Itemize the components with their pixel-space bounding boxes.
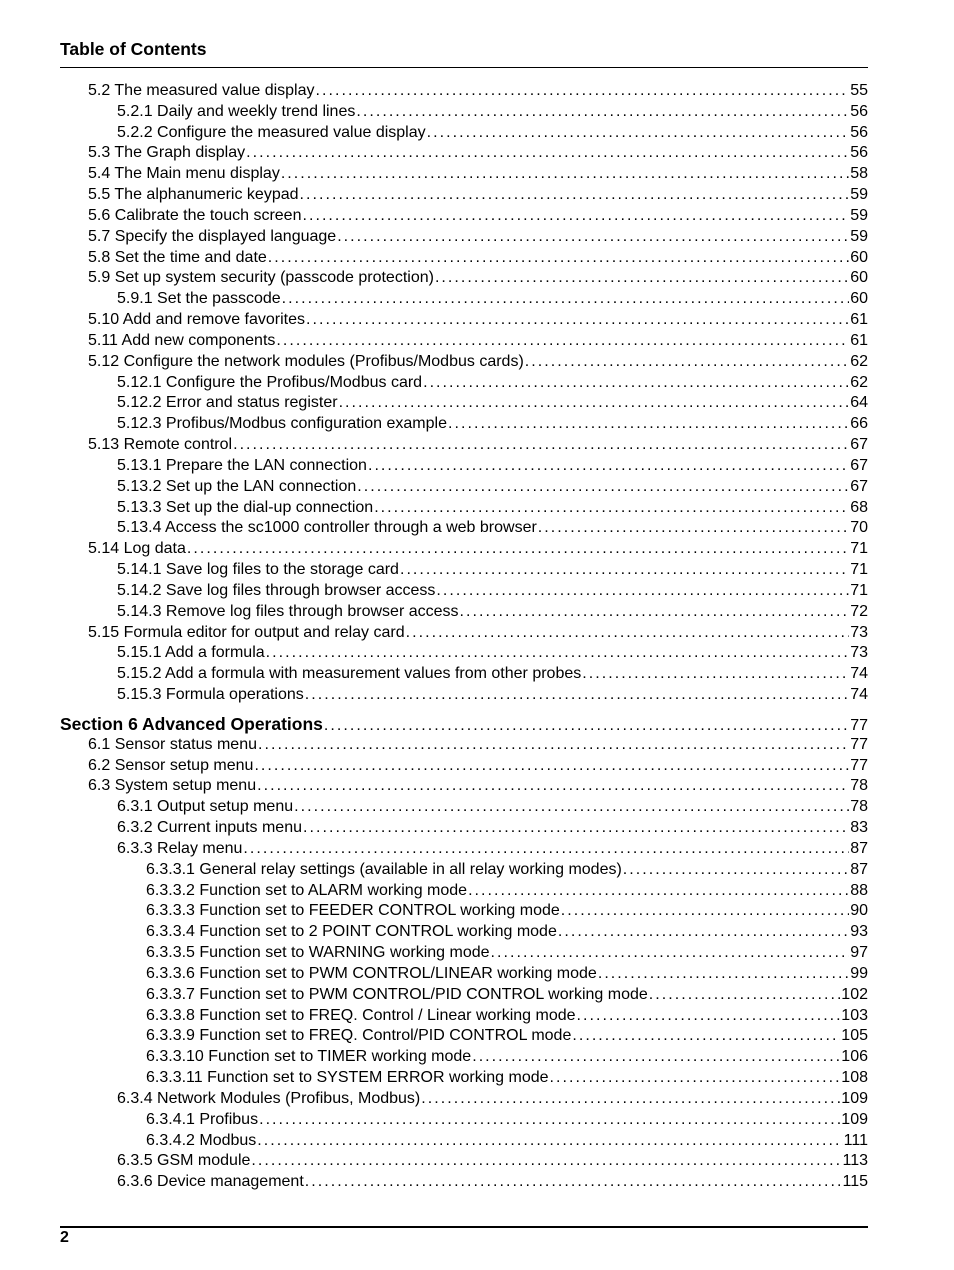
toc-page-number: 109 bbox=[841, 1090, 868, 1107]
toc-entry[interactable] bbox=[88, 164, 868, 184]
dot-leader bbox=[356, 102, 849, 122]
toc-entry[interactable] bbox=[88, 756, 868, 776]
toc-page-number: 56 bbox=[850, 103, 868, 120]
dot-leader bbox=[406, 623, 850, 643]
toc-entry[interactable] bbox=[117, 818, 868, 838]
dot-leader bbox=[233, 435, 849, 455]
toc-entry[interactable] bbox=[88, 227, 868, 247]
toc-page-number: 61 bbox=[850, 332, 868, 349]
toc-page-number: 83 bbox=[850, 819, 868, 836]
dot-leader bbox=[558, 922, 849, 942]
toc-entry[interactable] bbox=[117, 797, 868, 817]
toc-page-number: 74 bbox=[850, 665, 868, 682]
toc-entry[interactable] bbox=[88, 185, 868, 205]
toc-entry[interactable] bbox=[117, 518, 868, 538]
toc-entry[interactable] bbox=[117, 560, 868, 580]
dot-leader bbox=[266, 643, 850, 663]
toc-entry[interactable] bbox=[117, 643, 868, 663]
toc-entry-label: 5.8 Set the time and date bbox=[88, 249, 267, 266]
dot-leader bbox=[316, 81, 850, 101]
toc-entry[interactable] bbox=[146, 1006, 868, 1026]
toc-entry[interactable] bbox=[117, 664, 868, 684]
toc-page-number: 67 bbox=[850, 436, 868, 453]
dot-leader bbox=[427, 123, 850, 143]
dot-leader bbox=[582, 664, 849, 684]
toc-entry[interactable] bbox=[117, 414, 868, 434]
toc-entry-label: 6.3.3.5 Function set to WARNING working mode bbox=[146, 944, 490, 961]
dot-leader bbox=[448, 414, 849, 434]
toc-page-number: 66 bbox=[850, 415, 868, 432]
toc-entry-label: 6.3.4.2 Modbus bbox=[146, 1132, 257, 1149]
toc-entry-label: 5.12.2 Error and status register bbox=[117, 394, 338, 411]
toc-page-number: 88 bbox=[850, 882, 868, 899]
toc-entry[interactable] bbox=[88, 248, 868, 268]
toc-page-number: 59 bbox=[850, 186, 868, 203]
toc-page-number: 61 bbox=[850, 311, 868, 328]
toc-entry-label: 5.7 Specify the displayed language bbox=[88, 228, 337, 245]
toc-entry[interactable] bbox=[117, 393, 868, 413]
toc-entry-label: 5.13.2 Set up the LAN connection bbox=[117, 478, 357, 495]
toc-page-number: 56 bbox=[850, 144, 868, 161]
toc-page-number: 77 bbox=[850, 757, 868, 774]
dot-leader bbox=[400, 560, 849, 580]
page-header-title: Table of Contents bbox=[60, 39, 207, 59]
dot-leader bbox=[305, 1172, 842, 1192]
toc-entry-label: 6.3.3.8 Function set to FREQ. Control / Linear working mode bbox=[146, 1007, 576, 1024]
toc-entry-label: 5.6 Calibrate the touch screen bbox=[88, 207, 302, 224]
toc-entry[interactable] bbox=[117, 498, 868, 518]
toc-entry[interactable] bbox=[117, 456, 868, 476]
dot-leader bbox=[550, 1068, 841, 1088]
toc-entry[interactable] bbox=[146, 1110, 868, 1130]
toc-page-number: 105 bbox=[841, 1027, 868, 1044]
toc-page-number: 72 bbox=[850, 603, 868, 620]
dot-leader bbox=[598, 964, 849, 984]
toc-entry[interactable] bbox=[117, 1089, 868, 1109]
dot-leader bbox=[374, 498, 849, 518]
toc-entry-label: 5.9 Set up system security (passcode protection) bbox=[88, 269, 434, 286]
toc-page-number: 68 bbox=[850, 499, 868, 516]
toc-entry-label: 5.15 Formula editor for output and relay card bbox=[88, 624, 405, 641]
dot-leader bbox=[623, 860, 849, 880]
dot-leader bbox=[577, 1006, 841, 1026]
header-rule bbox=[60, 67, 868, 68]
dot-leader bbox=[259, 1110, 840, 1130]
toc-page-number: 64 bbox=[850, 394, 868, 411]
toc-page-number: 87 bbox=[850, 861, 868, 878]
toc-entry-label: 6.3.4.1 Profibus bbox=[146, 1111, 259, 1128]
toc-entry-label: 5.13.4 Access the sc1000 controller through a web browser bbox=[117, 519, 537, 536]
toc-entry[interactable] bbox=[88, 81, 868, 101]
toc-entry[interactable] bbox=[146, 985, 868, 1005]
toc-entry-label: Section 6 Advanced Operations bbox=[60, 714, 323, 734]
toc-entry[interactable] bbox=[117, 373, 868, 393]
toc-entry-label: 5.13 Remote control bbox=[88, 436, 233, 453]
toc-page-number: 103 bbox=[841, 1007, 868, 1024]
page-number: 2 bbox=[60, 1229, 69, 1246]
toc-entry[interactable] bbox=[117, 477, 868, 497]
dot-leader bbox=[187, 539, 849, 559]
toc-page-number: 67 bbox=[850, 457, 868, 474]
toc-entry-label: 5.2.2 Configure the measured value display bbox=[117, 124, 426, 141]
dot-leader bbox=[472, 1047, 840, 1067]
toc-page-number: 62 bbox=[850, 374, 868, 391]
toc-entry[interactable] bbox=[117, 602, 868, 622]
toc-page-number: 109 bbox=[841, 1111, 868, 1128]
toc-entry-label: 5.3 The Graph display bbox=[88, 144, 246, 161]
toc-entry-label: 6.3.5 GSM module bbox=[117, 1152, 251, 1169]
dot-leader bbox=[258, 735, 849, 755]
dot-leader bbox=[254, 756, 849, 776]
toc-entry-label: 5.14.1 Save log files to the storage card bbox=[117, 561, 399, 578]
toc-entry[interactable] bbox=[117, 685, 868, 705]
toc-page-number: 87 bbox=[850, 840, 868, 857]
dot-leader bbox=[491, 943, 850, 963]
toc-entry-label: 6.1 Sensor status menu bbox=[88, 736, 257, 753]
toc-page-number: 113 bbox=[842, 1152, 868, 1169]
toc-page-number: 55 bbox=[850, 82, 868, 99]
dot-leader bbox=[300, 185, 850, 205]
dot-leader bbox=[423, 373, 849, 393]
toc-entry-label: 5.2.1 Daily and weekly trend lines bbox=[117, 103, 356, 120]
toc-entry-label: 6.3.3.2 Function set to ALARM working mode bbox=[146, 882, 468, 899]
toc-entry[interactable] bbox=[117, 1151, 868, 1171]
dot-leader bbox=[525, 352, 849, 372]
toc-page-number: 93 bbox=[850, 923, 868, 940]
toc-page-number: 71 bbox=[850, 582, 868, 599]
toc-page-number: 67 bbox=[850, 478, 868, 495]
toc-entry[interactable] bbox=[88, 206, 868, 226]
toc-entry-label: 6.3.3.6 Function set to PWM CONTROL/LINEAR working mode bbox=[146, 965, 597, 982]
toc-page-number: 60 bbox=[850, 269, 868, 286]
toc-entry[interactable] bbox=[146, 964, 868, 984]
toc-entry-label: 5.14.3 Remove log files through browser access bbox=[117, 603, 459, 620]
dot-leader bbox=[294, 797, 849, 817]
dot-leader bbox=[302, 206, 849, 226]
toc-entry[interactable] bbox=[117, 1172, 868, 1192]
toc-page-number: 59 bbox=[850, 207, 868, 224]
toc-page-number: 56 bbox=[850, 124, 868, 141]
toc-page-number: 106 bbox=[841, 1048, 868, 1065]
toc-page-number: 73 bbox=[850, 624, 868, 641]
toc-entry-label: 6.3.3.10 Function set to TIMER working mode bbox=[146, 1048, 472, 1065]
toc-entry-label: 5.2 The measured value display bbox=[88, 82, 315, 99]
toc-entry-label: 5.4 The Main menu display bbox=[88, 165, 280, 182]
toc-entry-label: 6.3 System setup menu bbox=[88, 777, 257, 794]
toc-page-number: 70 bbox=[850, 519, 868, 536]
toc-entry-label: 6.3.3.7 Function set to PWM CONTROL/PID CONTROL working mode bbox=[146, 986, 648, 1003]
toc-entry-label: 6.3.3 Relay menu bbox=[117, 840, 243, 857]
toc-entry-label: 5.12.3 Profibus/Modbus configuration example bbox=[117, 415, 447, 432]
dot-leader bbox=[257, 776, 849, 796]
dot-leader bbox=[246, 143, 849, 163]
toc-entry[interactable] bbox=[88, 143, 868, 163]
toc-entry[interactable] bbox=[88, 776, 868, 796]
toc-page-number: 108 bbox=[841, 1069, 868, 1086]
toc-entry[interactable] bbox=[117, 123, 868, 143]
dot-leader bbox=[649, 985, 841, 1005]
toc-entry[interactable] bbox=[146, 860, 868, 880]
toc-entry[interactable] bbox=[117, 581, 868, 601]
toc-entry[interactable] bbox=[146, 1026, 868, 1046]
toc-entry[interactable] bbox=[88, 435, 868, 455]
toc-entry[interactable] bbox=[146, 1047, 868, 1067]
toc-page-number: 71 bbox=[850, 561, 868, 578]
toc-entry[interactable] bbox=[117, 289, 868, 309]
dot-leader bbox=[257, 1131, 842, 1151]
toc-page-number: 71 bbox=[850, 540, 868, 557]
toc-entry-label: 6.3.2 Current inputs menu bbox=[117, 819, 302, 836]
toc-entry-label: 5.5 The alphanumeric keypad bbox=[88, 186, 299, 203]
dot-leader bbox=[436, 581, 849, 601]
dot-leader bbox=[251, 1151, 841, 1171]
toc-entry-label: 6.3.1 Output setup menu bbox=[117, 798, 294, 815]
dot-leader bbox=[538, 518, 849, 538]
toc-page-number: 97 bbox=[850, 944, 868, 961]
toc-entry-label: 6.3.3.3 Function set to FEEDER CONTROL working mode bbox=[146, 902, 560, 919]
toc-entry[interactable] bbox=[146, 1131, 868, 1151]
toc-entry[interactable] bbox=[146, 922, 868, 942]
dot-leader bbox=[421, 1089, 840, 1109]
toc-entry[interactable] bbox=[146, 881, 868, 901]
toc-section-heading[interactable] bbox=[60, 714, 868, 734]
toc-entry-label: 5.12.1 Configure the Profibus/Modbus card bbox=[117, 374, 423, 391]
toc-entry-label: 5.13.3 Set up the dial-up connection bbox=[117, 499, 374, 516]
dot-leader bbox=[561, 901, 849, 921]
toc-entry[interactable] bbox=[88, 331, 868, 351]
dot-leader bbox=[305, 685, 849, 705]
toc-entry-label: 5.15.1 Add a formula bbox=[117, 644, 265, 661]
toc-entry-label: 6.3.4 Network Modules (Profibus, Modbus) bbox=[117, 1090, 421, 1107]
toc-entry[interactable] bbox=[117, 839, 868, 859]
toc-entry-label: 5.12 Configure the network modules (Profibus/Modbus cards) bbox=[88, 353, 524, 370]
toc-entry[interactable] bbox=[88, 310, 868, 330]
dot-leader bbox=[357, 477, 849, 497]
toc-entry-label: 5.9.1 Set the passcode bbox=[117, 290, 281, 307]
toc-entry-label: 5.14 Log data bbox=[88, 540, 186, 557]
toc-page-number: 60 bbox=[850, 249, 868, 266]
dot-leader bbox=[324, 716, 849, 736]
toc-entry-label: 5.10 Add and remove favorites bbox=[88, 311, 306, 328]
dot-leader bbox=[303, 818, 849, 838]
dot-leader bbox=[282, 289, 850, 309]
dot-leader bbox=[306, 310, 849, 330]
dot-leader bbox=[368, 456, 849, 476]
toc-page-number: 59 bbox=[850, 228, 868, 245]
footer-rule bbox=[60, 1226, 868, 1228]
toc-page-number: 115 bbox=[842, 1173, 868, 1190]
toc-entry[interactable] bbox=[117, 102, 868, 122]
dot-leader bbox=[339, 393, 850, 413]
toc-entry-label: 6.3.6 Device management bbox=[117, 1173, 304, 1190]
toc-entry-label: 6.3.3.4 Function set to 2 POINT CONTROL working mode bbox=[146, 923, 557, 940]
toc-page-number: 78 bbox=[850, 798, 868, 815]
toc-page-number: 78 bbox=[850, 777, 868, 794]
toc-entry[interactable] bbox=[88, 268, 868, 288]
toc-entry-label: 6.3.3.11 Function set to SYSTEM ERROR working mode bbox=[146, 1069, 549, 1086]
toc-page-number: 73 bbox=[850, 644, 868, 661]
toc-page-number: 77 bbox=[850, 717, 868, 734]
toc-page-number: 62 bbox=[850, 353, 868, 370]
dot-leader bbox=[276, 331, 849, 351]
toc-entry[interactable] bbox=[88, 352, 868, 372]
toc-page-number: 74 bbox=[850, 686, 868, 703]
toc-entry[interactable] bbox=[146, 1068, 868, 1088]
dot-leader bbox=[435, 268, 849, 288]
toc-page-number: 111 bbox=[843, 1132, 868, 1149]
toc-entry[interactable] bbox=[146, 943, 868, 963]
toc-entry-label: 5.15.3 Formula operations bbox=[117, 686, 304, 703]
toc-page-number: 58 bbox=[850, 165, 868, 182]
toc-entry-label: 6.3.3.9 Function set to FREQ. Control/PID CONTROL mode bbox=[146, 1027, 572, 1044]
dot-leader bbox=[468, 881, 849, 901]
dot-leader bbox=[268, 248, 849, 268]
toc-entry-label: 6.2 Sensor setup menu bbox=[88, 757, 254, 774]
toc-entry[interactable] bbox=[88, 539, 868, 559]
toc-page-number: 99 bbox=[850, 965, 868, 982]
toc-page-number: 77 bbox=[850, 736, 868, 753]
dot-leader bbox=[243, 839, 849, 859]
toc-entry[interactable] bbox=[88, 735, 868, 755]
toc-entry[interactable] bbox=[88, 623, 868, 643]
toc-entry-label: 5.14.2 Save log files through browser access bbox=[117, 582, 436, 599]
toc-page-number: 60 bbox=[850, 290, 868, 307]
dot-leader bbox=[337, 227, 849, 247]
toc-entry-label: 5.15.2 Add a formula with measurement values from other probes bbox=[117, 665, 582, 682]
toc-entry-label: 5.13.1 Prepare the LAN connection bbox=[117, 457, 367, 474]
toc-page-number: 90 bbox=[850, 902, 868, 919]
dot-leader bbox=[572, 1026, 840, 1046]
toc-entry-label: 5.11 Add new components bbox=[88, 332, 276, 349]
dot-leader bbox=[460, 602, 850, 622]
toc-page-number: 102 bbox=[841, 986, 868, 1003]
toc-entry[interactable] bbox=[146, 901, 868, 921]
dot-leader bbox=[281, 164, 849, 184]
toc-entry-label: 6.3.3.1 General relay settings (available in all relay working modes) bbox=[146, 861, 622, 878]
